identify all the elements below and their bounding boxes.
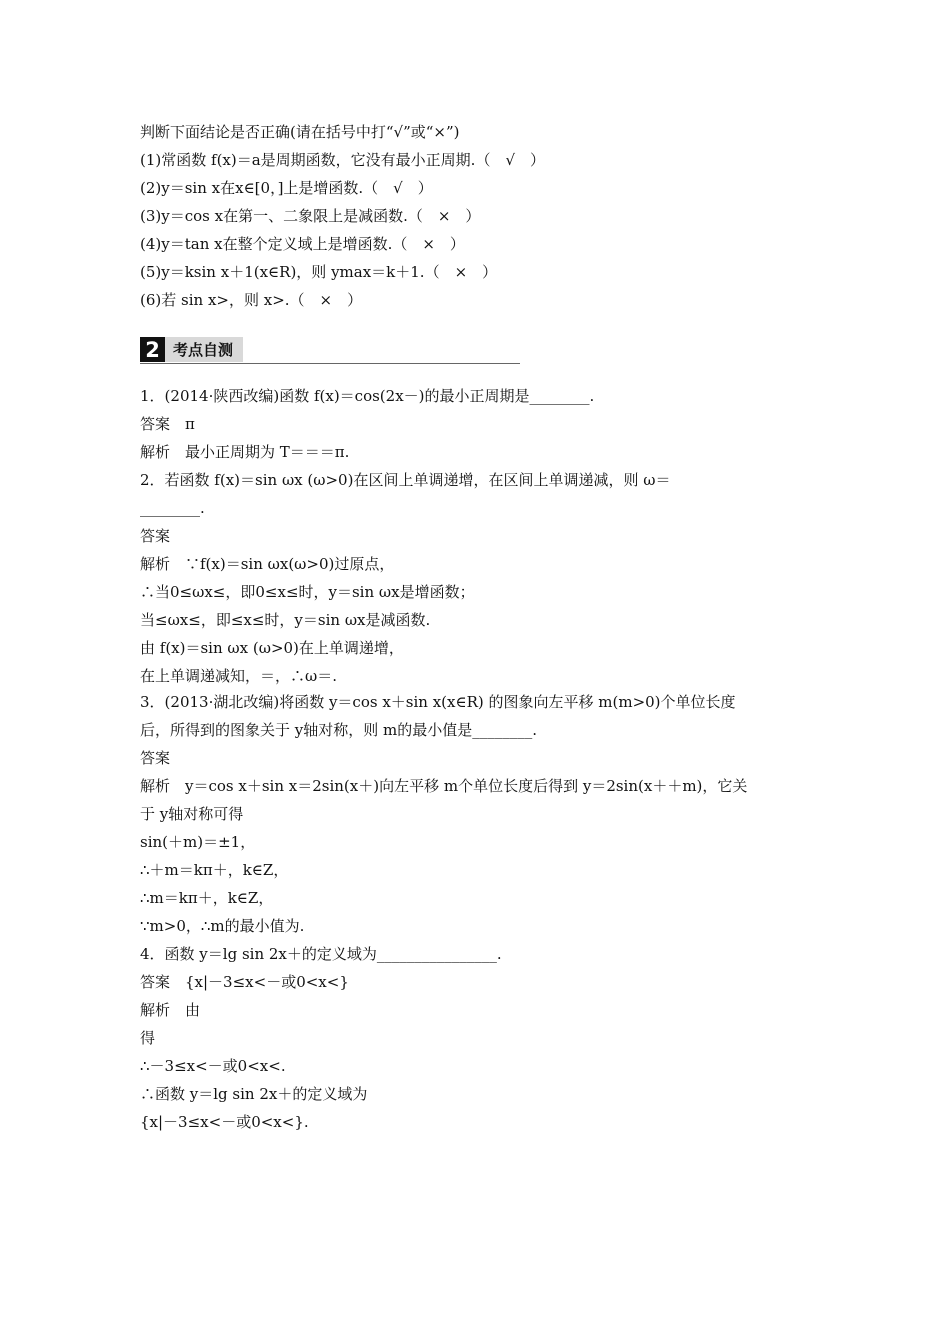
judgement-intro: 判断下面结论是否正确(请在括号中打“√”或“×”) [140, 123, 460, 141]
text-line: 解析 y＝cos x＋sin x＝2sin(x＋)向左平移 m个单位长度后得到 y＝2sin(x＋＋m)，它关 [140, 777, 748, 795]
section-header [140, 337, 520, 365]
section-divider [140, 363, 520, 364]
judgement-item: (3)y＝cos x在第一、二象限上是减函数.（ × ） [140, 207, 481, 225]
text-line: ∴－3≤x<－或0<x<. [140, 1057, 286, 1075]
text-line: 答案 [140, 527, 171, 545]
section-title: 考点自测 [173, 341, 234, 359]
text-line: 得 [140, 1029, 156, 1047]
judgement-item: (2)y＝sin x在x∈[0，]上是增函数.（ √ ） [140, 179, 433, 197]
judgement-item: (1)常函数 f(x)＝a是周期函数，它没有最小正周期.（ √ ） [140, 151, 546, 169]
text-line: 解析 ∵f(x)＝sin ωx(ω>0)过原点， [140, 555, 395, 573]
judgement-item: (4)y＝tan x在整个定义域上是增函数.（ × ） [140, 235, 465, 253]
judgement-item: (6)若 sin x>，则 x>.（ × ） [140, 291, 363, 309]
text-line: 答案 {x|－3≤x<－或0<x<} [140, 973, 349, 991]
text-line: ________. [140, 499, 205, 517]
text-line: 后，所得到的图象关于 y轴对称，则 m的最小值是________. [140, 721, 538, 739]
text-line: 在上单调递减知，＝，∴ω＝. [140, 667, 338, 685]
text-line: 解析 最小正周期为 T＝＝＝π. [140, 443, 350, 461]
text-line: 答案 [140, 749, 171, 767]
text-line: ∴当0≤ωx≤，即0≤x≤时，y＝sin ωx是增函数； [140, 583, 475, 601]
text-line: ∴＋m＝kπ＋，k∈Z， [140, 861, 289, 879]
text-line: 解析 由 [140, 1001, 201, 1019]
text-line: 4．函数 y＝lg sin 2x＋的定义域为________________. [140, 945, 502, 963]
text-line: 当≤ωx≤，即≤x≤时，y＝sin ωx是减函数. [140, 611, 431, 629]
text-line: 答案 π [140, 415, 195, 433]
text-line: 3．(2013·湖北改编)将函数 y＝cos x＋sin x(x∈R) 的图象向左平移 m(m>0)个单位长度 [140, 693, 736, 711]
text-line: sin(＋m)＝±1， [140, 833, 256, 851]
text-line: ∵m>0，∴m的最小值为. [140, 917, 305, 935]
text-line: {x|－3≤x<－或0<x<}. [140, 1113, 309, 1131]
text-line: 1．(2014·陕西改编)函数 f(x)＝cos(2x－)的最小正周期是________. [140, 387, 595, 405]
text-line: ∴函数 y＝lg sin 2x＋的定义域为 [140, 1085, 368, 1103]
section-badge [140, 337, 243, 362]
text-line: 由 f(x)＝sin ωx (ω>0)在上单调递增， [140, 639, 404, 657]
section-number: 2 [140, 337, 165, 362]
text-line: ∴m＝kπ＋，k∈Z， [140, 889, 274, 907]
text-line: 2．若函数 f(x)＝sin ωx (ω>0)在区间上单调递增，在区间上单调递减，则 ω＝ [140, 471, 671, 489]
text-line: 于 y轴对称可得 [140, 805, 244, 823]
judgement-item: (5)y＝ksin x＋1(x∈R)，则 ymax＝k＋1.（ × ） [140, 263, 498, 281]
